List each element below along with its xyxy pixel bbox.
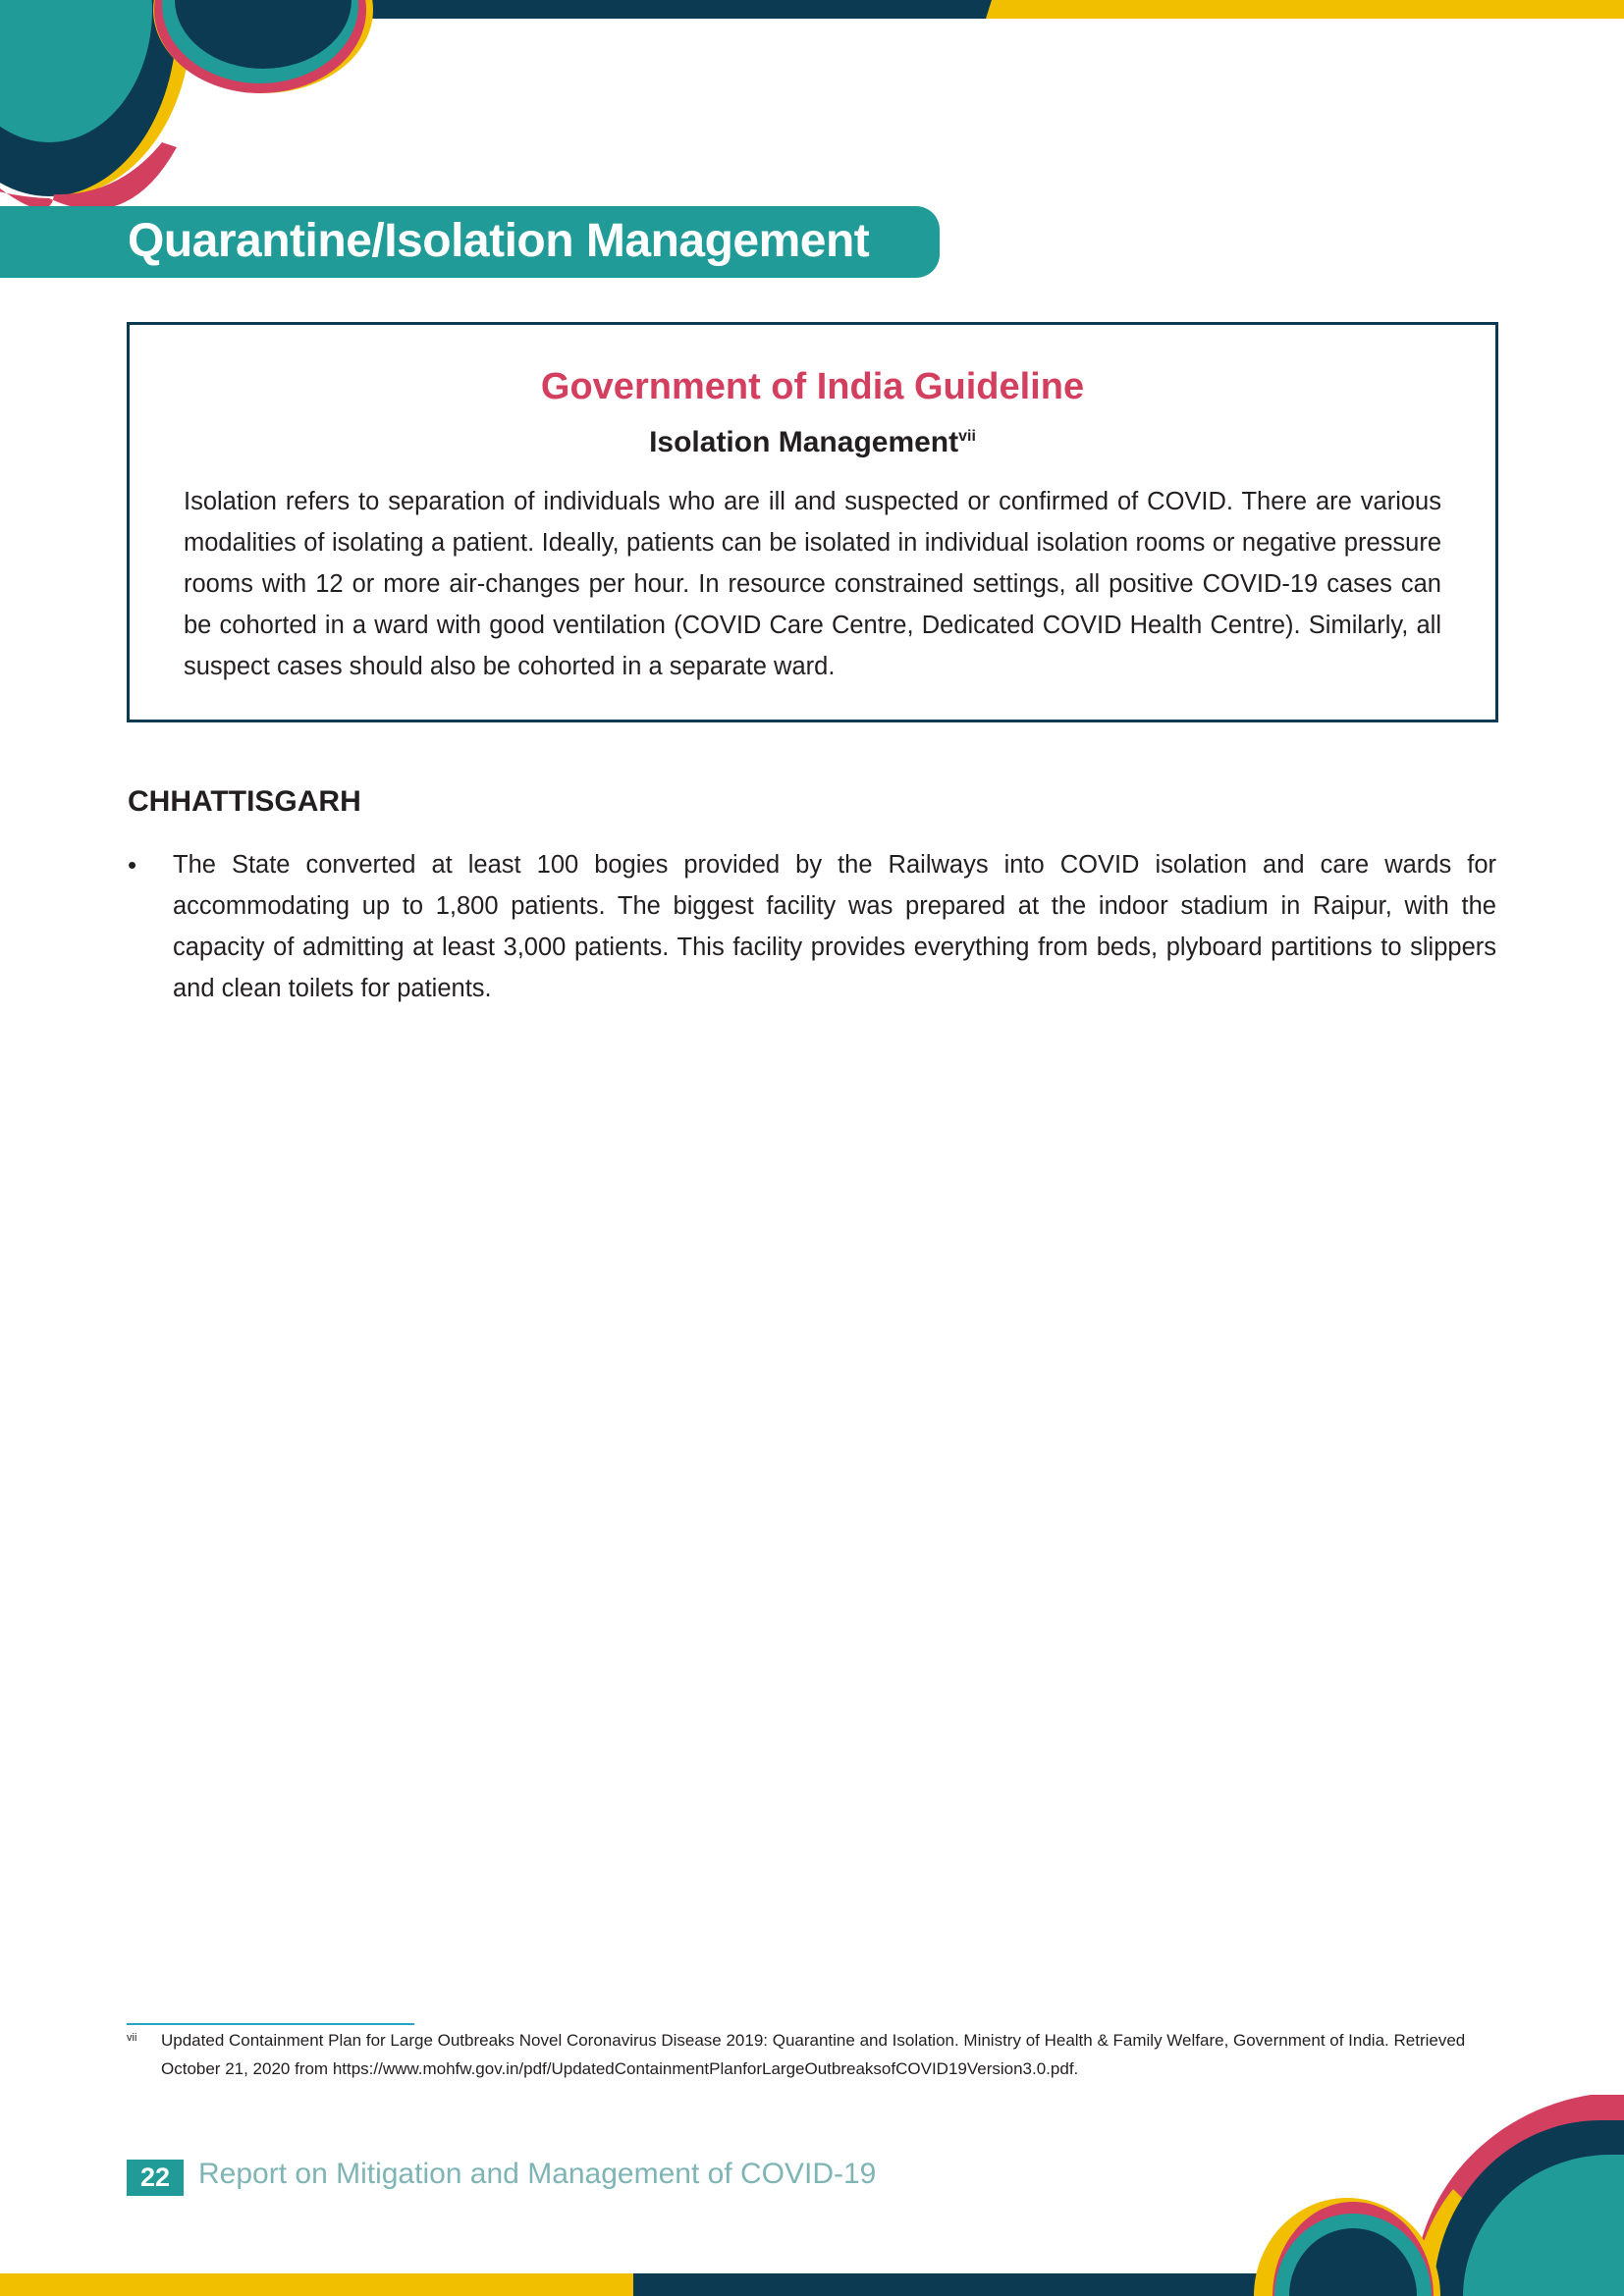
- bottom-right-circles: [1254, 2095, 1624, 2296]
- bottom-yellow-bar: [0, 2273, 638, 2296]
- page-number: 22: [127, 2160, 184, 2196]
- footnote-text: Updated Containment Plan for Large Outbreaks Novel Coronavirus Disease 2019: Quarantine and Isolation. Ministry of Health & Family Welfare, Government of India. Retrieved October 21, 2020 from https://www.mohfw.gov.in/pdf/UpdatedContainmentPlanforLargeOutbreaksofCOVID19Version3.0.pdf.: [161, 2031, 1466, 2078]
- footnote-ref: vii: [958, 428, 976, 445]
- bottom-navy-bar: [633, 2273, 1281, 2296]
- top-yellow-bar: [986, 0, 1624, 19]
- section-title-banner: [0, 206, 940, 278]
- top-left-circles: [0, 0, 373, 209]
- guideline-text: Isolation refers to separation of individuals who are ill and suspected or confirmed of COVID. There are various modalities of isolating a patient. Ideally, patients can be isolated in individual isolation rooms or negative pressure rooms with 12 or more air-changes per hour. In resource constrained settings, all positive COVID-19 cases can be cohorted in a ward with good ventilation (COVID Care Centre, Dedicated COVID Health Centre). Similarly, all suspect cases should also be cohorted in a separate ward.: [184, 488, 1441, 680]
- footnote-mark: vii: [127, 2032, 137, 2044]
- footer-report-title: Report on Mitigation and Management of COVID-19: [198, 2158, 877, 2190]
- bullet-text: The State converted at least 100 bogies provided by the Railways into COVID isolation and care wards for accommodating up to 1,800 patients. The biggest facility was prepared at the indoor stadium in Raipur, with the capacity of admitting at least 3,000 patients. This facility provides everything from beds, plyboard partitions to slippers and clean toilets for patients.: [173, 851, 1496, 1002]
- state-heading: CHHATTISGARH: [128, 785, 361, 818]
- bullet-icon: •: [128, 850, 137, 880]
- top-navy-bar: [324, 0, 992, 19]
- footnote-divider: [127, 2023, 414, 2025]
- guideline-title: Government of India Guideline: [540, 366, 1085, 407]
- guideline-subtitle: [130, 426, 1495, 459]
- guideline-box: [127, 322, 1498, 722]
- section-title: Quarantine/Isolation Management: [128, 215, 870, 267]
- subtitle-text: Isolation Management: [649, 426, 959, 458]
